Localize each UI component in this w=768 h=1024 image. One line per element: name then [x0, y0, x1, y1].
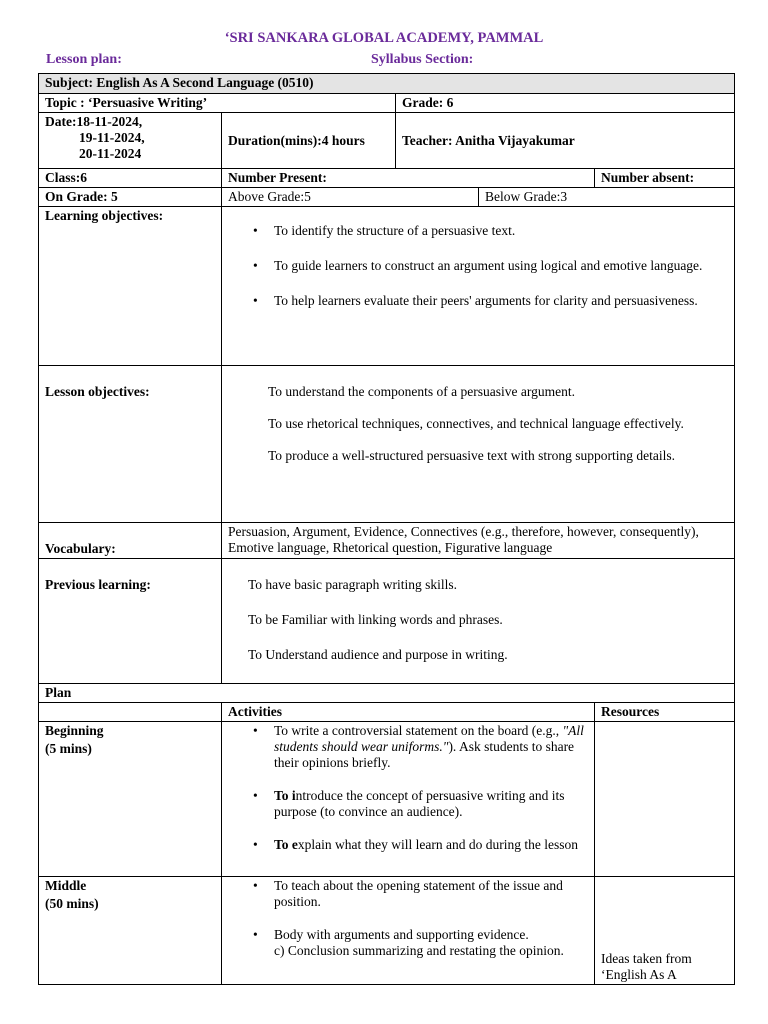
activities-header: Activities — [222, 703, 595, 722]
previous-learning-label: Previous learning: — [39, 559, 222, 684]
middle-activity-item — [274, 927, 588, 959]
middle-activity-line: c) Conclusion summarizing and restating the opinion. — [274, 943, 564, 958]
activity-bold: To i — [274, 788, 296, 803]
date-line-3: 20-11-2024 — [79, 146, 142, 161]
middle-label: Middle — [45, 878, 87, 893]
school-title: ‘SRI SANKARA GLOBAL ACADEMY, PAMMAL — [224, 30, 544, 46]
middle-stage — [39, 877, 222, 985]
learning-objective-item: • To identify the structure of a persuasive text. — [274, 223, 728, 239]
beginning-resources — [595, 722, 735, 877]
lesson-plan-table — [38, 73, 735, 985]
beginning-time: (5 mins) — [45, 741, 92, 756]
beginning-stage — [39, 722, 222, 877]
subject-cell: Subject: English As A Second Language (0510) — [39, 74, 735, 94]
learning-objectives-content — [222, 207, 735, 366]
class-cell: Class:6 — [39, 169, 222, 188]
lesson-plan-label: Lesson plan: — [46, 52, 122, 67]
duration-cell: Duration(mins):4 hours — [222, 113, 396, 169]
above-grade-cell: Above Grade:5 — [222, 188, 479, 207]
vocabulary-content: Persuasion, Argument, Evidence, Connectives (e.g., therefore, however, consequently), Emotive language, Rhetorical question, Figurative language — [222, 523, 735, 559]
date-cell — [39, 113, 222, 169]
middle-resources — [595, 877, 735, 985]
beginning-activities — [222, 722, 595, 877]
lesson-objectives-content — [222, 366, 735, 523]
activity-text: ntroduce the concept of persuasive writing and its purpose (to convince an audience). — [274, 788, 565, 819]
previous-learning-item: To Understand audience and purpose in writing. — [248, 647, 508, 662]
number-present-cell: Number Present: — [222, 169, 595, 188]
teacher-cell: Teacher: Anitha Vijayakumar — [396, 113, 735, 169]
below-grade-cell: Below Grade:3 — [479, 188, 735, 207]
number-absent-cell: Number absent: — [595, 169, 735, 188]
lesson-objectives-label: Lesson objectives: — [39, 366, 222, 523]
vocabulary-label: Vocabulary: — [39, 523, 222, 559]
beginning-activity-item — [274, 837, 588, 853]
on-grade-cell: On Grade: 5 — [39, 188, 222, 207]
activity-text: xplain what they will learn and do during the lesson — [297, 837, 578, 852]
syllabus-section-label: Syllabus Section: — [371, 52, 474, 67]
previous-learning-content — [222, 559, 735, 684]
beginning-activity-item — [274, 723, 588, 771]
middle-activities — [222, 877, 595, 985]
learning-objective-item: • To help learners evaluate their peers' arguments for clarity and persuasiveness. — [274, 293, 728, 309]
lesson-objective-item: To use rhetorical techniques, connectives, and technical language effectively. — [268, 416, 684, 431]
lesson-objective-item: To produce a well-structured persuasive text with strong supporting details. — [268, 448, 675, 463]
lesson-objective-item: To understand the components of a persuasive argument. — [268, 384, 575, 399]
middle-activity-line: • Body with arguments and supporting evidence. — [274, 927, 529, 942]
previous-learning-item: To have basic paragraph writing skills. — [248, 577, 457, 592]
middle-time: (50 mins) — [45, 896, 99, 911]
resource-line: ‘English As A — [601, 967, 677, 982]
learning-objective-item: • To guide learners to construct an argument using logical and emotive language. — [274, 258, 728, 274]
beginning-activity-item — [274, 788, 588, 820]
activity-bold: To e — [274, 837, 298, 852]
resource-line: Ideas taken from — [601, 951, 692, 966]
topic-cell: Topic : ‘Persuasive Writing’ — [39, 94, 396, 113]
date-line-1: Date:18-11-2024, — [45, 114, 143, 129]
plan-label: Plan — [39, 684, 735, 703]
activity-text: To write a controversial statement on the board (e.g., — [274, 723, 563, 738]
activity-text: ). Ask students to share their opinions briefly. — [274, 739, 575, 770]
resources-header: Resources — [595, 703, 735, 722]
middle-activity-item: • To teach about the opening statement of the issue and position. — [274, 878, 588, 910]
beginning-label: Beginning — [45, 723, 104, 738]
previous-learning-item: To be Familiar with linking words and phrases. — [248, 612, 503, 627]
learning-objectives-label: Learning objectives: — [39, 207, 222, 366]
plan-header-blank — [39, 703, 222, 722]
activity-quote: "All students should wear uniforms." — [274, 723, 584, 754]
grade-cell: Grade: 6 — [396, 94, 735, 113]
date-line-2: 19-11-2024, — [79, 130, 145, 145]
